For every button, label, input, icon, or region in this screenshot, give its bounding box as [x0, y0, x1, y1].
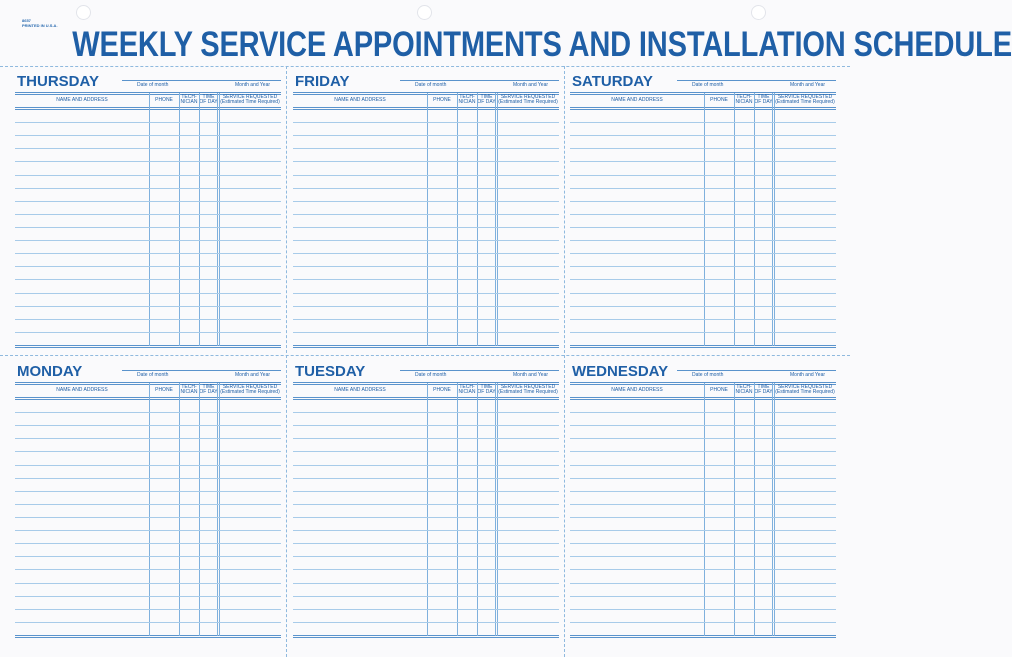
header-time-of-day: TIME OF DAY: [477, 94, 496, 105]
table-row[interactable]: [15, 332, 281, 333]
table-row[interactable]: [293, 266, 559, 267]
column-rule: [427, 383, 428, 636]
table-row[interactable]: [293, 530, 559, 531]
table-row[interactable]: [293, 201, 559, 202]
header-bottom-rule: [293, 107, 559, 110]
column-rule: [734, 383, 735, 636]
table-row[interactable]: [570, 279, 836, 280]
column-rule: [734, 93, 735, 346]
table-row[interactable]: [293, 214, 559, 215]
day-panel-tuesday: [293, 358, 559, 640]
header-service-requested: SERVICE REQUESTED (Estimated Time Required): [220, 384, 280, 395]
table-row[interactable]: [570, 122, 836, 123]
column-rule: [495, 93, 496, 346]
table-row[interactable]: [570, 504, 836, 505]
day-title: TUESDAY: [295, 363, 366, 380]
column-rule: [497, 383, 498, 636]
punch-hole-left: [76, 5, 91, 20]
header-technician: TECH- NICIAN: [180, 94, 198, 105]
table-bottom-rule: [293, 635, 559, 638]
table-row[interactable]: [293, 556, 559, 557]
header-name-address: NAME AND ADDRESS: [56, 387, 108, 393]
header-bottom-rule: [15, 397, 281, 400]
header-name-address: NAME AND ADDRESS: [611, 97, 663, 103]
column-rule: [772, 383, 773, 636]
table-row[interactable]: [570, 478, 836, 479]
month-and-year-label: Month and Year: [790, 82, 826, 88]
column-rule: [217, 93, 218, 346]
header-service-requested: SERVICE REQUESTED (Estimated Time Required): [498, 384, 558, 395]
table-row[interactable]: [293, 240, 559, 241]
printed-in-label: PRINTED IN U.S.A.: [22, 22, 58, 28]
table-row[interactable]: [293, 122, 559, 123]
table-row[interactable]: [15, 293, 281, 294]
appointment-table: [15, 92, 281, 348]
day-panel-saturday: [570, 68, 836, 350]
table-row[interactable]: [15, 596, 281, 597]
header-service-requested: SERVICE REQUESTED (Estimated Time Required): [498, 94, 558, 105]
table-row[interactable]: [15, 266, 281, 267]
table-row[interactable]: [570, 332, 836, 333]
table-row[interactable]: [15, 504, 281, 505]
table-row[interactable]: [15, 451, 281, 452]
header-service-requested: SERVICE REQUESTED (Estimated Time Required): [775, 94, 835, 105]
table-row[interactable]: [293, 148, 559, 149]
date-of-month-label: Date of month: [415, 372, 447, 378]
date-of-month-label: Date of month: [137, 82, 169, 88]
table-row[interactable]: [570, 556, 836, 557]
column-rule: [495, 383, 496, 636]
header-bottom-rule: [293, 397, 559, 400]
table-row[interactable]: [293, 491, 559, 492]
header-technician: TECH- NICIAN: [458, 94, 476, 105]
table-row[interactable]: [293, 306, 559, 307]
table-row[interactable]: [293, 465, 559, 466]
header-name-address: NAME AND ADDRESS: [611, 387, 663, 393]
table-row[interactable]: [15, 569, 281, 570]
date-entry-line[interactable]: [400, 370, 559, 371]
table-row[interactable]: [15, 188, 281, 189]
column-rule: [149, 383, 150, 636]
column-rule: [477, 93, 478, 346]
date-entry-line[interactable]: [122, 80, 281, 81]
table-row[interactable]: [15, 491, 281, 492]
header-time-of-day: TIME OF DAY: [754, 384, 773, 395]
column-rule: [772, 93, 773, 346]
punch-hole-center: [417, 5, 432, 20]
table-row[interactable]: [15, 319, 281, 320]
header-time-of-day: TIME OF DAY: [199, 384, 218, 395]
day-title: WEDNESDAY: [572, 363, 669, 380]
table-row[interactable]: [570, 214, 836, 215]
table-row[interactable]: [15, 609, 281, 610]
table-row[interactable]: [293, 504, 559, 505]
month-and-year-label: Month and Year: [513, 82, 549, 88]
table-row[interactable]: [570, 622, 836, 623]
month-and-year-label: Month and Year: [790, 372, 826, 378]
table-row[interactable]: [293, 332, 559, 333]
column-rule: [179, 93, 180, 346]
table-bottom-rule: [15, 345, 281, 348]
table-row[interactable]: [570, 253, 836, 254]
header-phone: PHONE: [433, 97, 451, 103]
table-row[interactable]: [293, 279, 559, 280]
column-rule: [477, 383, 478, 636]
table-row[interactable]: [15, 478, 281, 479]
date-entry-line[interactable]: [122, 370, 281, 371]
table-row[interactable]: [15, 622, 281, 623]
column-rule: [219, 383, 220, 636]
form-number: 8657: [22, 18, 31, 23]
middle-divider: [0, 355, 850, 356]
column-rule: [774, 383, 775, 636]
header-bottom-rule: [570, 107, 836, 110]
table-row[interactable]: [570, 201, 836, 202]
table-row[interactable]: [570, 412, 836, 413]
header-bottom-rule: [570, 397, 836, 400]
column-divider-right: [564, 66, 565, 657]
table-row[interactable]: [293, 188, 559, 189]
date-entry-line[interactable]: [400, 80, 559, 81]
month-and-year-label: Month and Year: [513, 372, 549, 378]
table-row[interactable]: [570, 530, 836, 531]
header-name-address: NAME AND ADDRESS: [56, 97, 108, 103]
table-row[interactable]: [570, 240, 836, 241]
header-phone: PHONE: [433, 387, 451, 393]
table-row[interactable]: [293, 438, 559, 439]
table-row[interactable]: [15, 438, 281, 439]
table-row[interactable]: [293, 412, 559, 413]
column-rule: [179, 383, 180, 636]
table-row[interactable]: [293, 319, 559, 320]
day-title: SATURDAY: [572, 73, 653, 90]
header-phone: PHONE: [155, 97, 173, 103]
punch-hole-right: [751, 5, 766, 20]
column-rule: [754, 383, 755, 636]
day-panel-wednesday: [570, 358, 836, 640]
date-of-month-label: Date of month: [137, 372, 169, 378]
table-row[interactable]: [15, 148, 281, 149]
header-name-address: NAME AND ADDRESS: [334, 97, 386, 103]
appointment-table: [293, 92, 559, 348]
column-rule: [704, 93, 705, 346]
table-row[interactable]: [293, 609, 559, 610]
table-row[interactable]: [15, 583, 281, 584]
day-panel-friday: [293, 68, 559, 350]
table-row[interactable]: [293, 135, 559, 136]
table-row[interactable]: [293, 161, 559, 162]
table-bottom-rule: [570, 635, 836, 638]
table-row[interactable]: [570, 319, 836, 320]
table-row[interactable]: [15, 517, 281, 518]
column-divider-left: [286, 66, 287, 657]
table-row[interactable]: [570, 161, 836, 162]
top-divider: [0, 66, 850, 67]
column-rule: [199, 93, 200, 346]
month-and-year-label: Month and Year: [235, 82, 271, 88]
day-panel-monday: [15, 358, 281, 640]
table-row[interactable]: [293, 293, 559, 294]
column-rule: [754, 93, 755, 346]
table-row[interactable]: [293, 596, 559, 597]
table-row[interactable]: [15, 412, 281, 413]
table-row[interactable]: [293, 569, 559, 570]
header-bottom-rule: [15, 107, 281, 110]
table-row[interactable]: [570, 543, 836, 544]
table-row[interactable]: [15, 175, 281, 176]
appointment-table: [570, 92, 836, 348]
header-phone: PHONE: [710, 97, 728, 103]
table-row[interactable]: [570, 188, 836, 189]
column-rule: [774, 93, 775, 346]
table-row[interactable]: [15, 530, 281, 531]
date-of-month-label: Date of month: [692, 372, 724, 378]
table-row[interactable]: [293, 583, 559, 584]
header-name-address: NAME AND ADDRESS: [334, 387, 386, 393]
date-of-month-label: Date of month: [415, 82, 447, 88]
table-row[interactable]: [570, 596, 836, 597]
header-technician: TECH- NICIAN: [180, 384, 198, 395]
table-row[interactable]: [15, 122, 281, 123]
day-title: FRIDAY: [295, 73, 350, 90]
table-row[interactable]: [293, 253, 559, 254]
table-bottom-rule: [293, 345, 559, 348]
header-phone: PHONE: [710, 387, 728, 393]
day-panel-thursday: [15, 68, 281, 350]
table-row[interactable]: [293, 175, 559, 176]
table-row[interactable]: [570, 135, 836, 136]
table-row[interactable]: [293, 451, 559, 452]
date-entry-line[interactable]: [677, 80, 836, 81]
column-rule: [199, 383, 200, 636]
header-technician: TECH- NICIAN: [458, 384, 476, 395]
column-rule: [427, 93, 428, 346]
table-row[interactable]: [15, 214, 281, 215]
table-row[interactable]: [570, 438, 836, 439]
table-row[interactable]: [570, 609, 836, 610]
table-row[interactable]: [570, 491, 836, 492]
column-rule: [457, 93, 458, 346]
table-row[interactable]: [15, 161, 281, 162]
day-title: MONDAY: [17, 363, 83, 380]
header-service-requested: SERVICE REQUESTED (Estimated Time Required): [220, 94, 280, 105]
table-row[interactable]: [15, 306, 281, 307]
appointment-table: [293, 382, 559, 638]
table-row[interactable]: [293, 425, 559, 426]
table-row[interactable]: [15, 556, 281, 557]
table-row[interactable]: [293, 543, 559, 544]
table-row[interactable]: [570, 175, 836, 176]
table-row[interactable]: [570, 569, 836, 570]
table-row[interactable]: [15, 201, 281, 202]
table-bottom-rule: [15, 635, 281, 638]
header-phone: PHONE: [155, 387, 173, 393]
day-title: THURSDAY: [17, 73, 99, 90]
table-row[interactable]: [15, 425, 281, 426]
table-row[interactable]: [570, 266, 836, 267]
table-row[interactable]: [570, 148, 836, 149]
table-row[interactable]: [15, 240, 281, 241]
appointment-table: [570, 382, 836, 638]
date-entry-line[interactable]: [677, 370, 836, 371]
table-row[interactable]: [15, 543, 281, 544]
appointment-table: [15, 382, 281, 638]
table-row[interactable]: [15, 253, 281, 254]
table-row[interactable]: [293, 478, 559, 479]
table-row[interactable]: [570, 583, 836, 584]
table-row[interactable]: [15, 465, 281, 466]
date-of-month-label: Date of month: [692, 82, 724, 88]
table-row[interactable]: [570, 451, 836, 452]
header-technician: TECH- NICIAN: [735, 94, 753, 105]
table-row[interactable]: [570, 465, 836, 466]
table-row[interactable]: [570, 306, 836, 307]
table-row[interactable]: [15, 227, 281, 228]
table-bottom-rule: [570, 345, 836, 348]
print-code: [22, 19, 58, 28]
table-row[interactable]: [293, 517, 559, 518]
table-row[interactable]: [293, 622, 559, 623]
table-row[interactable]: [570, 227, 836, 228]
column-rule: [457, 383, 458, 636]
header-time-of-day: TIME OF DAY: [477, 384, 496, 395]
table-row[interactable]: [15, 279, 281, 280]
page-title: WEEKLY SERVICE APPOINTMENTS AND INSTALLATION SCHEDULE: [72, 25, 1012, 64]
column-rule: [704, 383, 705, 636]
column-rule: [149, 93, 150, 346]
column-rule: [497, 93, 498, 346]
column-rule: [217, 383, 218, 636]
header-time-of-day: TIME OF DAY: [199, 94, 218, 105]
table-row[interactable]: [570, 425, 836, 426]
table-row[interactable]: [15, 135, 281, 136]
header-technician: TECH- NICIAN: [735, 384, 753, 395]
month-and-year-label: Month and Year: [235, 372, 271, 378]
table-row[interactable]: [293, 227, 559, 228]
table-row[interactable]: [570, 293, 836, 294]
table-row[interactable]: [570, 517, 836, 518]
header-time-of-day: TIME OF DAY: [754, 94, 773, 105]
column-rule: [219, 93, 220, 346]
header-service-requested: SERVICE REQUESTED (Estimated Time Required): [775, 384, 835, 395]
